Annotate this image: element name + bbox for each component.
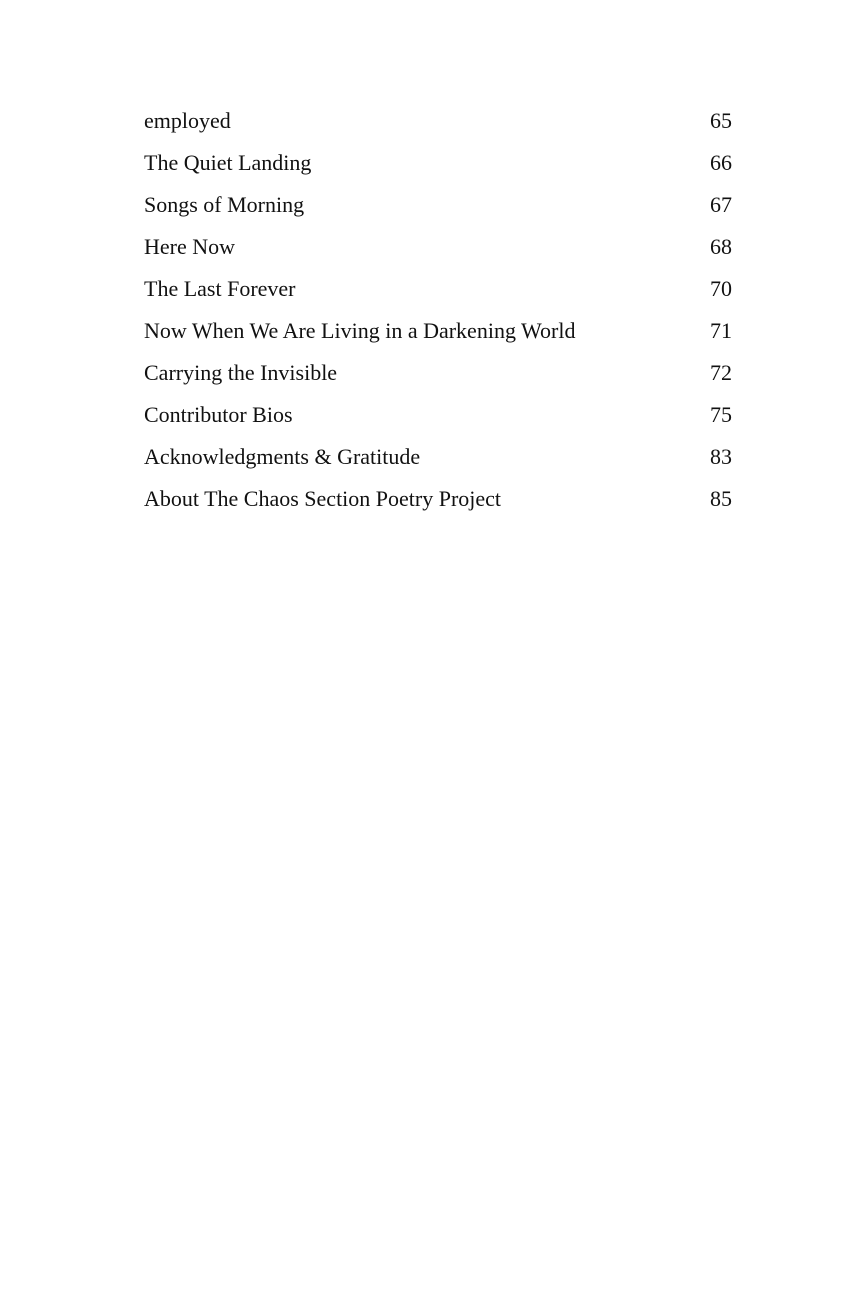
toc-entry-page-number: 65 [710,108,732,133]
toc-entry-title: Songs of Morning [144,192,305,217]
toc-entry-title: Contributor Bios [144,402,293,427]
toc-entry-page-number: 83 [710,444,732,469]
toc-entry-page-number: 75 [710,402,732,427]
toc-entry-title: The Last Forever [144,276,296,301]
toc-entry[interactable] [144,268,732,310]
toc-entry-page-number: 67 [710,192,732,217]
toc-entry-page-number: 85 [710,486,732,511]
toc-entry[interactable] [144,100,732,142]
toc-entry-title: Here Now [144,234,236,259]
toc-entry-page-number: 70 [710,276,732,301]
toc-entry-title: Now When We Are Living in a Darkening World [144,318,576,343]
toc-entry-title: The Quiet Landing [144,150,312,175]
toc-entry-page-number: 66 [710,150,732,175]
toc-entry[interactable] [144,478,732,520]
toc-entry-title: Carrying the Invisible [144,360,338,385]
toc-entry[interactable] [144,394,732,436]
toc-entry-page-number: 71 [710,318,732,343]
toc-entry[interactable] [144,310,732,352]
toc-entry-title: employed [144,108,231,133]
table-of-contents [144,100,732,520]
toc-entry[interactable] [144,226,732,268]
toc-entry-title: Acknowledgments & Gratitude [144,444,421,469]
toc-entry[interactable] [144,142,732,184]
toc-entry-page-number: 72 [710,360,732,385]
toc-entry-page-number: 68 [710,234,732,259]
toc-entry-title: About The Chaos Section Poetry Project [144,486,502,511]
toc-entry[interactable] [144,436,732,478]
toc-entry[interactable] [144,184,732,226]
toc-entry[interactable] [144,352,732,394]
